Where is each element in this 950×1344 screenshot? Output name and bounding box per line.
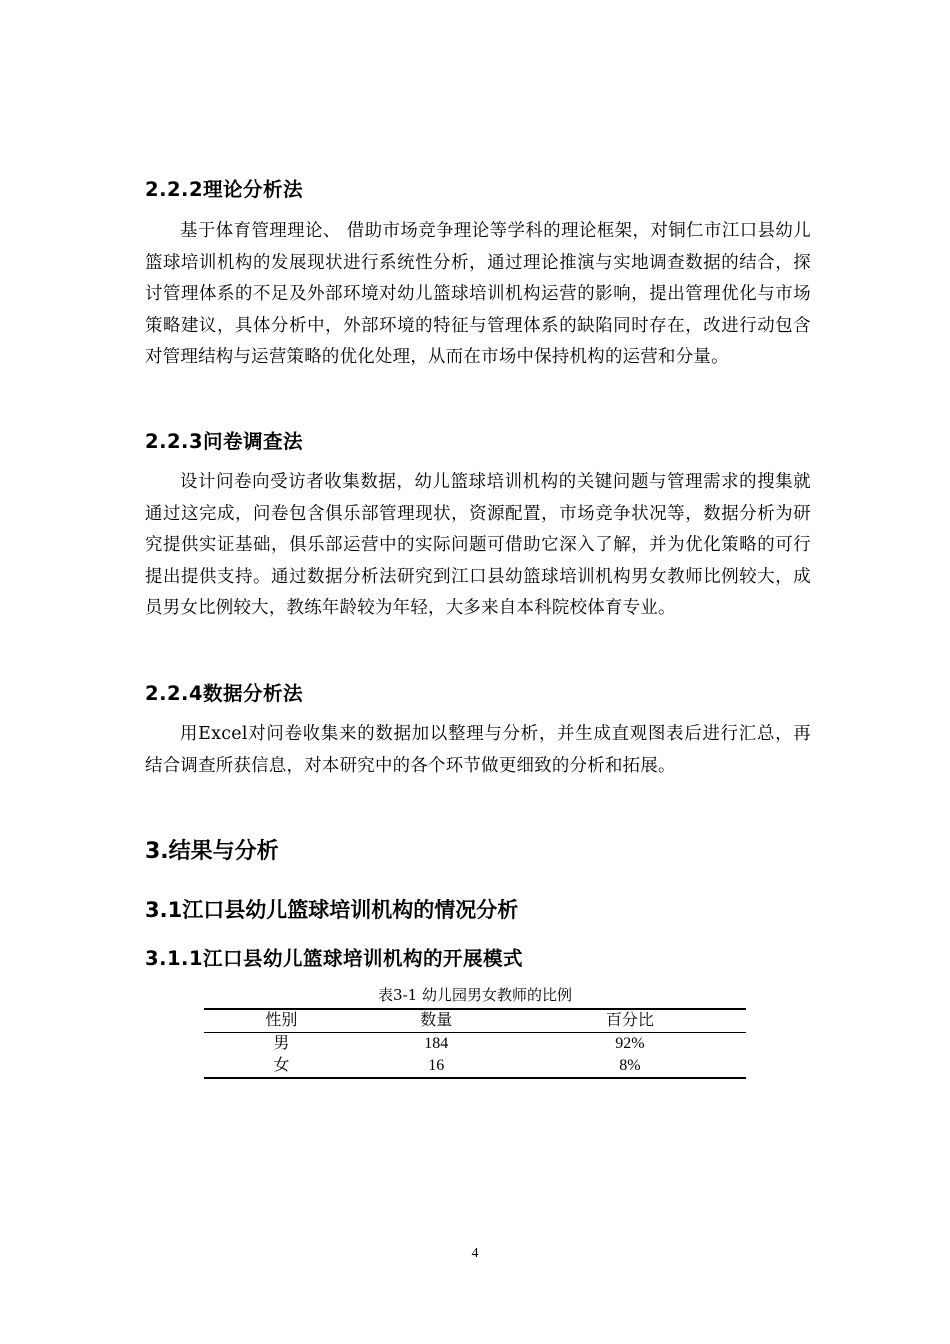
cell-count: 184	[424, 1035, 449, 1052]
cell-percentage: 92%	[615, 1035, 645, 1052]
table-header-row	[204, 1009, 746, 1033]
section-heading-2-2-2: 2.2.2理论分析法	[145, 178, 304, 201]
paragraph-theory-analysis: 基于体育管理理论、 借助市场竞争理论等学科的理论框架，对铜仁市江口县幼儿篮球培训机构的发展现状进行系统性分析，通过理论推演与实地调查数据的结合，探讨管理体系的不足及外部环境对幼儿篮球培训机构运营的影响，提出管理优化与市场策略建议，具体分析中，外部环境的特征与管理体系的缺陷同时存在，改进行动包含对管理结构与运营策略的优化处理，从而在市场中保持机构的运营和分量。	[145, 221, 811, 367]
paragraph-questionnaire: 设计问卷向受访者收集数据，幼儿篮球培训机构的关键问题与管理需求的搜集就通过这完成，问卷包含俱乐部管理现状，资源配置，市场竞争状况等，数据分析为研究提供实证基础，俱乐部运营中的实际问题可借助它深入了解，并为优化策略的可行提出提供支持。通过数据分析法研究到江口县幼篮球培训机构男女教师比例较大，成员男女比例较大，教练年龄较为年轻，大多来自本科院校体育专业。	[145, 472, 811, 618]
cell-gender: 男	[273, 1035, 290, 1052]
table-row	[204, 1055, 746, 1078]
cell-gender: 女	[273, 1057, 290, 1074]
teacher-gender-table	[204, 1008, 746, 1079]
table-caption: 表3-1 幼儿园男女教师的比例	[378, 986, 572, 1004]
cell-count: 16	[428, 1057, 445, 1074]
header-count: 数量	[420, 1012, 453, 1029]
chapter-heading-3: 3.结果与分析	[145, 839, 279, 864]
page-number: 4	[471, 1246, 479, 1261]
section-heading-3-1-1: 3.1.1江口县幼儿篮球培训机构的开展模式	[145, 947, 524, 970]
header-gender: 性别	[265, 1012, 298, 1029]
table-row	[204, 1033, 746, 1056]
section-heading-3-1: 3.1江口县幼儿篮球培训机构的情况分析	[145, 898, 519, 922]
paragraph-data-analysis: 用Excel对问卷收集来的数据加以整理与分析，并生成直观图表后进行汇总，再结合调查所获信息，对本研究中的各个环节做更细致的分析和拓展。	[145, 724, 811, 776]
section-heading-2-2-4: 2.2.4数据分析法	[145, 682, 304, 705]
cell-percentage: 8%	[619, 1057, 641, 1074]
header-percentage: 百分比	[605, 1012, 654, 1029]
section-heading-2-2-3: 2.2.3问卷调查法	[145, 430, 304, 453]
